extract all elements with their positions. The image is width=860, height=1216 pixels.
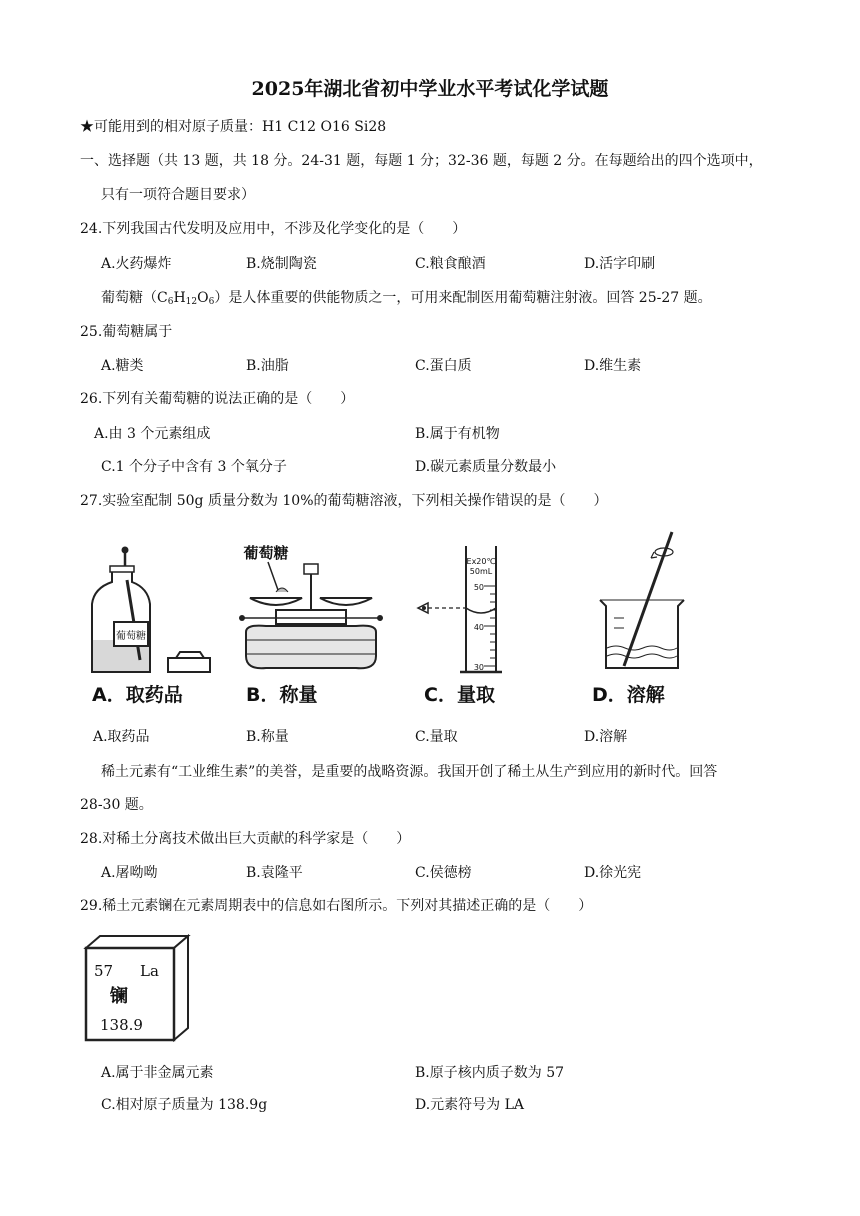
q27-option-c: C.量取 [415,729,458,745]
cylinder-volume: 50mL [469,567,493,576]
rare-earth-intro-line2: 28-30 题。 [80,797,153,813]
figure-caption-d: D．溶解 [592,684,665,706]
q27-stem: 27.实验室配制 50g 质量分数为 10%的葡萄糖溶液，下列相关操作错误的是（ ） [80,493,608,509]
q27-option-a: A.取药品 [93,729,150,745]
page-title: 2025年湖北省初中学业水平考试化学试题 [251,78,609,100]
figure-caption-c: C．量取 [424,684,495,706]
section-heading-line1: 一、选择题（共 13 题，共 18 分。24-31 题，每题 1 分；32-36 题，每题 2 分。在每题给出的四个选项中， [80,153,763,169]
q29-option-b: B.原子核内质子数为 57 [415,1065,565,1081]
q28-option-a: A.屠呦呦 [101,865,158,881]
q24-option-a: A.火药爆炸 [101,256,172,272]
tick-label-30: 30 [473,663,484,672]
q29-stem: 29.稀土元素镧在元素周期表中的信息如右图所示。下列对其描述正确的是（ ） [80,898,593,914]
q25-option-a: A.糖类 [101,358,144,374]
balance-label: 葡萄糖 [243,544,289,562]
figure-dissolve-beaker [594,528,694,678]
tick-label-50: 50 [473,583,484,592]
atomic-number: 57 [94,962,114,980]
q25-option-c: C.蛋白质 [415,358,472,374]
q27-option-d: D.溶解 [584,729,628,745]
q25-stem: 25.葡萄糖属于 [80,324,173,340]
element-name: 镧 [110,986,128,1007]
element-cell-lanthanum [84,934,194,1044]
figure-caption-b: B．称量 [246,684,318,706]
q24-option-d: D.活字印刷 [584,256,656,272]
q26-option-b: B.属于有机物 [415,426,500,442]
q24-option-b: B.烧制陶瓷 [246,256,317,272]
tick-label-40: 40 [473,623,484,632]
rare-earth-intro-line1: 稀土元素有“工业维生素”的美誉，是重要的战略资源。我国开创了稀土从生产到应用的新时代。回答 [101,764,718,780]
q29-option-d: D.元素符号为 LA [415,1097,525,1113]
q24-stem: 24.下列我国古代发明及应用中，不涉及化学变化的是（ ） [80,221,467,237]
q26-option-a: A.由 3 个元素组成 [94,426,211,442]
q28-stem: 28.对稀土分离技术做出巨大贡献的科学家是（ ） [80,831,411,847]
atomic-mass: 138.9 [100,1016,143,1034]
element-symbol: La [140,962,159,980]
q29-option-c: C.相对原子质量为 138.9g [101,1097,268,1113]
cylinder-calibration: Ex20℃ [466,557,496,566]
glucose-intro: 葡萄糖$(C_6H_{12}O_6)$是人体重要的供能物质之一，可用来配制医用葡萄糖注射液。回答 25-27 题。 [101,290,712,307]
bottle-label: 葡萄糖 [116,631,146,642]
q25-option-b: B.油脂 [246,358,289,374]
q26-stem: 26.下列有关葡萄糖的说法正确的是（ ） [80,391,355,407]
q25-option-d: D.维生素 [584,358,642,374]
figure-weighing-balance [236,540,386,680]
q26-option-c: C.1 个分子中含有 3 个氧分子 [101,459,287,475]
q24-option-c: C.粮食酿酒 [415,256,486,272]
q28-option-d: D.徐光宪 [584,865,642,881]
q26-option-d: D.碳元素质量分数最小 [415,459,557,475]
atomic-masses-note: ★可能用到的相对原子质量：H1 C12 O16 Si28 [80,119,387,135]
figure-caption-a: A．取药品 [92,684,183,706]
section-heading-line2: 只有一项符合题目要求） [101,187,255,203]
figure-measure-cylinder [414,540,524,680]
q29-option-a: A.属于非金属元素 [101,1065,214,1081]
figure-take-reagent [84,540,214,680]
q28-option-c: C.侯德榜 [415,865,472,881]
q27-option-b: B.称量 [246,729,289,745]
q28-option-b: B.袁隆平 [246,865,303,881]
